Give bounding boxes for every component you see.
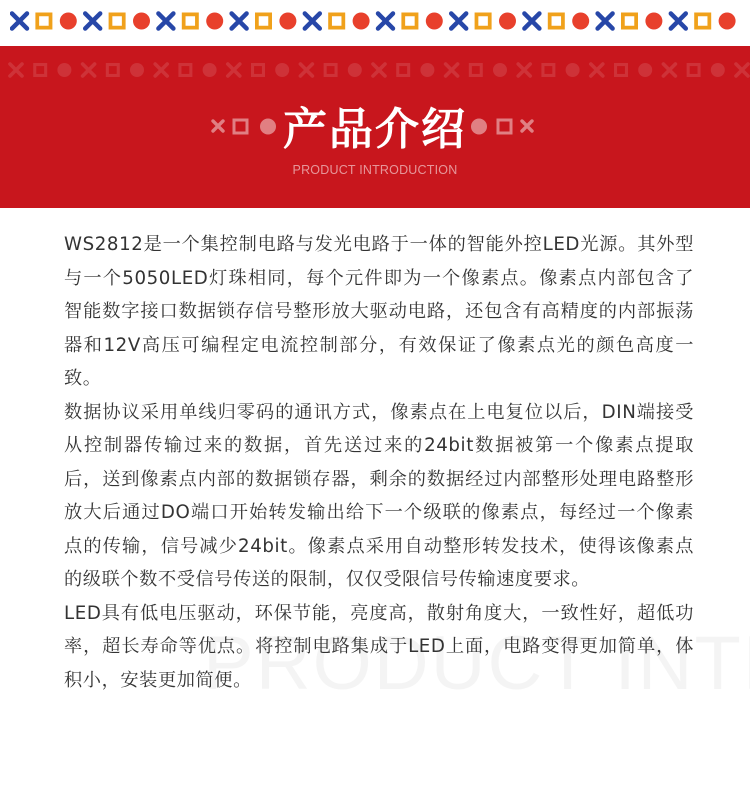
circle-icon bbox=[426, 13, 443, 30]
cross-icon bbox=[232, 14, 247, 29]
circle-icon bbox=[572, 13, 589, 30]
cross-icon bbox=[300, 64, 312, 76]
circle-icon bbox=[57, 63, 71, 77]
square-icon bbox=[180, 65, 191, 76]
cross-icon bbox=[12, 14, 27, 29]
circle-icon bbox=[566, 63, 580, 77]
circle-icon bbox=[60, 13, 77, 30]
square-icon bbox=[543, 65, 554, 76]
square-icon bbox=[110, 14, 123, 27]
square-icon bbox=[35, 65, 46, 76]
circle-icon bbox=[719, 13, 736, 30]
cross-icon bbox=[518, 64, 530, 76]
cross-icon bbox=[158, 14, 173, 29]
pattern-icons bbox=[10, 9, 750, 33]
product-description bbox=[64, 228, 694, 697]
circle-icon bbox=[638, 63, 652, 77]
page-title: 产品介绍 bbox=[283, 104, 467, 155]
paragraph-advantages: LED具有低电压驱动，环保节能，亮度高，散射角度大，一致性好，超低功率，超长寿命等优点。将控制电路集成于LED上面，电路变得更加简单，体积小，安装更加简便。 bbox=[64, 602, 694, 691]
header-banner bbox=[0, 46, 750, 208]
decor-right-icons bbox=[470, 116, 542, 138]
square-icon bbox=[253, 65, 264, 76]
cross-icon bbox=[671, 14, 686, 29]
circle-icon bbox=[493, 63, 507, 77]
square-icon bbox=[696, 14, 709, 27]
cross-icon bbox=[10, 64, 22, 76]
square-icon bbox=[403, 14, 416, 27]
circle-icon bbox=[203, 63, 217, 77]
square-icon bbox=[470, 65, 481, 76]
circle-icon bbox=[206, 13, 223, 30]
circle-icon bbox=[133, 13, 150, 30]
page-subtitle: PRODUCT INTRODUCTION bbox=[292, 163, 458, 177]
circle-icon bbox=[645, 13, 662, 30]
circle-icon bbox=[420, 63, 434, 77]
paragraph-protocol: 数据协议采用单线归零码的通讯方式，像素点在上电复位以后，DIN端接受从控制器传输过来的数据，首先送过来的24bit数据被第一个像素点提取后，送到像素点内部的数据锁存器，剩余的数据经过内部整形处理电路整形放大后通过DO端口开始转发输出给下一个级联的像素点，每经过一个像素点的传输，信号减少24bit。像素点采用自动整形转发技术，使得该像素点的级联个数不受信号传送的限制，仅仅受限信号传输速度要求。 bbox=[64, 401, 694, 590]
circle-icon bbox=[711, 63, 725, 77]
cross-icon bbox=[305, 14, 320, 29]
square-icon bbox=[616, 65, 627, 76]
circle-icon bbox=[499, 13, 516, 30]
square-icon bbox=[688, 65, 699, 76]
cross-icon bbox=[83, 64, 95, 76]
square-icon bbox=[325, 65, 336, 76]
cross-icon bbox=[228, 64, 240, 76]
cross-icon bbox=[522, 121, 532, 131]
cross-icon bbox=[451, 14, 466, 29]
square-icon bbox=[623, 14, 636, 27]
square-icon bbox=[550, 14, 563, 27]
cross-icon bbox=[446, 64, 458, 76]
square-icon bbox=[184, 14, 197, 27]
faint-pattern-icons bbox=[8, 60, 750, 80]
cross-icon bbox=[663, 64, 675, 76]
cross-icon bbox=[378, 14, 393, 29]
square-icon bbox=[37, 14, 50, 27]
title-block bbox=[0, 98, 750, 158]
circle-icon bbox=[275, 63, 289, 77]
cross-icon bbox=[736, 64, 748, 76]
circle-icon bbox=[471, 119, 487, 135]
circle-icon bbox=[348, 63, 362, 77]
circle-icon bbox=[130, 63, 144, 77]
cross-icon bbox=[524, 14, 539, 29]
top-pattern-strip bbox=[0, 0, 750, 46]
colored-pattern-row bbox=[10, 9, 750, 33]
circle-icon bbox=[353, 13, 370, 30]
cross-icon bbox=[85, 14, 100, 29]
banner-faint-pattern bbox=[8, 60, 750, 80]
cross-icon bbox=[591, 64, 603, 76]
square-icon bbox=[330, 14, 343, 27]
cross-icon bbox=[373, 64, 385, 76]
cross-icon bbox=[155, 64, 167, 76]
square-icon bbox=[257, 14, 270, 27]
square-icon bbox=[107, 65, 118, 76]
square-icon bbox=[498, 120, 511, 133]
circle-icon bbox=[279, 13, 296, 30]
paragraph-intro: WS2812是一个集控制电路与发光电路于一体的智能外控LED光源。其外型与一个5050LED灯珠相同，每个元件即为一个像素点。像素点内部包含了智能数字接口数据锁存信号整形放大驱动电路，还包含有高精度的内部振荡器和12V高压可编程定电流控制部分，有效保证了像素点光的颜色高度一致。 bbox=[64, 234, 694, 389]
square-icon bbox=[476, 14, 489, 27]
cross-icon bbox=[598, 14, 613, 29]
square-icon bbox=[398, 65, 409, 76]
